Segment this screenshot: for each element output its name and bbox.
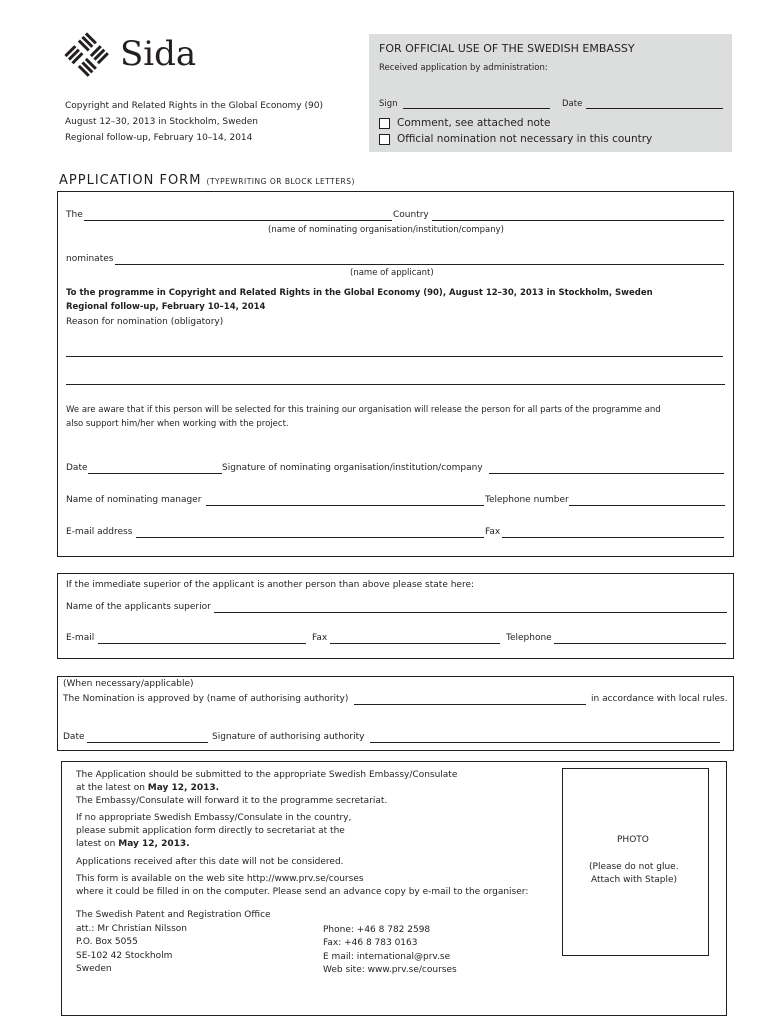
official-received: Received application by administration: xyxy=(379,63,548,73)
programme-info-line1: Copyright and Related Rights in the Global Economy (90) xyxy=(65,101,323,111)
comment-checkbox-label: Comment, see attached note xyxy=(397,117,551,129)
superior-telephone-label: Telephone xyxy=(506,633,552,643)
official-use-box xyxy=(369,34,732,152)
date-label: Date xyxy=(66,463,88,473)
approval-date-field[interactable] xyxy=(87,742,208,743)
applicant-name-field[interactable] xyxy=(115,264,724,265)
manager-field[interactable] xyxy=(206,505,484,506)
authority-signature-label: Signature of authorising authority xyxy=(212,732,365,742)
official-date-field[interactable] xyxy=(586,108,723,109)
programme-info-line2: August 12–30, 2013 in Stockholm, Sweden xyxy=(65,117,258,127)
organisation-hint: (name of nominating organisation/institution/company) xyxy=(268,225,504,235)
local-rules-label: in accordance with local rules. xyxy=(591,694,728,704)
reason-field-line1[interactable] xyxy=(66,356,723,357)
address-line4: SE-102 42 Stockholm xyxy=(76,951,173,961)
programme-statement: To the programme in Copyright and Related Rights in the Global Economy (90), August 12–30, 2013 in Stockholm, Sweden xyxy=(66,288,653,298)
country-label: Country xyxy=(393,210,429,220)
submission-deadline-prefix: at the latest on xyxy=(76,783,148,793)
superior-fax-label: Fax xyxy=(312,633,328,643)
form-heading xyxy=(59,169,355,188)
comment-checkbox[interactable] xyxy=(379,118,390,129)
applicant-hint: (name of applicant) xyxy=(350,268,434,278)
organisation-field[interactable] xyxy=(84,220,392,221)
fax-field[interactable] xyxy=(502,537,724,538)
programme-followup: Regional follow-up, February 10–14, 2014 xyxy=(66,302,266,312)
sida-logo-text: Sida xyxy=(120,34,197,74)
submission-line1: The Application should be submitted to the appropriate Swedish Embassy/Consulate xyxy=(76,770,458,780)
nominates-label: nominates xyxy=(66,254,114,264)
awareness-text-line1: We are aware that if this person will be selected for this training our organisation will release the person for all parts of the programme and xyxy=(66,405,661,415)
contact-fax: Fax: +46 8 783 0163 xyxy=(323,938,418,948)
late-applications-text: Applications received after this date will not be considered. xyxy=(76,857,344,867)
contact-phone: Phone: +46 8 782 2598 xyxy=(323,925,431,935)
programme-info-line3: Regional follow-up, February 10–14, 2014 xyxy=(65,133,253,143)
superior-email-label: E-mail xyxy=(66,633,95,643)
awareness-text-line2: also support him/her when working with the project. xyxy=(66,419,289,429)
authority-signature-field[interactable] xyxy=(370,742,720,743)
official-sign-label: Sign xyxy=(379,99,398,109)
address-line2: att.: Mr Christian Nilsson xyxy=(76,924,187,934)
signature-field[interactable] xyxy=(489,473,724,474)
approval-date-label: Date xyxy=(63,732,85,742)
telephone-field[interactable] xyxy=(569,505,725,506)
address-line3: P.O. Box 5055 xyxy=(76,937,138,947)
website-line2: where it could be filled in on the computer. Please send an advance copy by e-mail to the organiser: xyxy=(76,887,529,897)
no-embassy-line3 xyxy=(76,839,190,849)
approved-by-label: The Nomination is approved by (name of authorising authority) xyxy=(63,694,349,704)
no-embassy-line2: please submit application form directly to secretariat at the xyxy=(76,826,345,836)
the-label: The xyxy=(66,210,83,220)
website-line1: This form is available on the web site http://www.prv.se/courses xyxy=(76,874,364,884)
submission-line2 xyxy=(76,783,219,793)
reason-field-line2[interactable] xyxy=(66,384,725,385)
superior-telephone-field[interactable] xyxy=(554,643,726,644)
superior-fax-field[interactable] xyxy=(330,643,500,644)
superior-intro: If the immediate superior of the applicant is another person than above please state here: xyxy=(66,580,475,590)
superior-email-field[interactable] xyxy=(98,643,306,644)
reason-label: Reason for nomination (obligatory) xyxy=(66,317,224,327)
submission-deadline: May 12, 2013. xyxy=(147,783,220,793)
photo-label: PHOTO xyxy=(617,835,649,845)
fax-label: Fax xyxy=(485,527,501,537)
date-field[interactable] xyxy=(88,473,222,474)
signature-label: Signature of nominating organisation/institution/company xyxy=(222,463,483,473)
superior-name-label: Name of the applicants superior xyxy=(66,602,211,612)
no-nomination-checkbox-label: Official nomination not necessary in this country xyxy=(397,133,653,145)
secretariat-deadline-prefix: latest on xyxy=(76,839,119,849)
form-subtitle: (TYPEWRITING OR BLOCK LETTERS) xyxy=(206,177,355,186)
no-embassy-line1: If no appropriate Swedish Embassy/Consulate in the country, xyxy=(76,813,352,823)
address-line5: Sweden xyxy=(76,964,112,974)
address-line1: The Swedish Patent and Registration Office xyxy=(76,910,271,920)
manager-label: Name of nominating manager xyxy=(66,495,202,505)
contact-email: E mail: international@prv.se xyxy=(323,952,451,962)
form-title: APPLICATION FORM xyxy=(59,173,202,188)
submission-line3: The Embassy/Consulate will forward it to the programme secretariat. xyxy=(76,796,388,806)
country-field[interactable] xyxy=(432,220,724,221)
official-sign-field[interactable] xyxy=(403,108,550,109)
official-date-label: Date xyxy=(562,99,583,109)
email-label: E-mail address xyxy=(66,527,133,537)
when-applicable-label: (When necessary/applicable) xyxy=(63,679,194,689)
authorising-authority-field[interactable] xyxy=(354,704,586,705)
email-field[interactable] xyxy=(136,537,484,538)
no-nomination-checkbox[interactable] xyxy=(379,134,390,145)
telephone-label: Telephone number xyxy=(485,495,569,505)
photo-note-line2: Attach with Staple) xyxy=(591,875,678,885)
photo-note-line1: (Please do not glue. xyxy=(589,862,679,872)
sida-logo-mark-icon xyxy=(60,32,114,78)
sida-logo xyxy=(60,32,210,78)
superior-name-field[interactable] xyxy=(214,612,727,613)
secretariat-deadline: May 12, 2013. xyxy=(118,839,190,849)
official-title: FOR OFFICIAL USE OF THE SWEDISH EMBASSY xyxy=(379,42,635,55)
contact-website: Web site: www.prv.se/courses xyxy=(323,965,457,975)
